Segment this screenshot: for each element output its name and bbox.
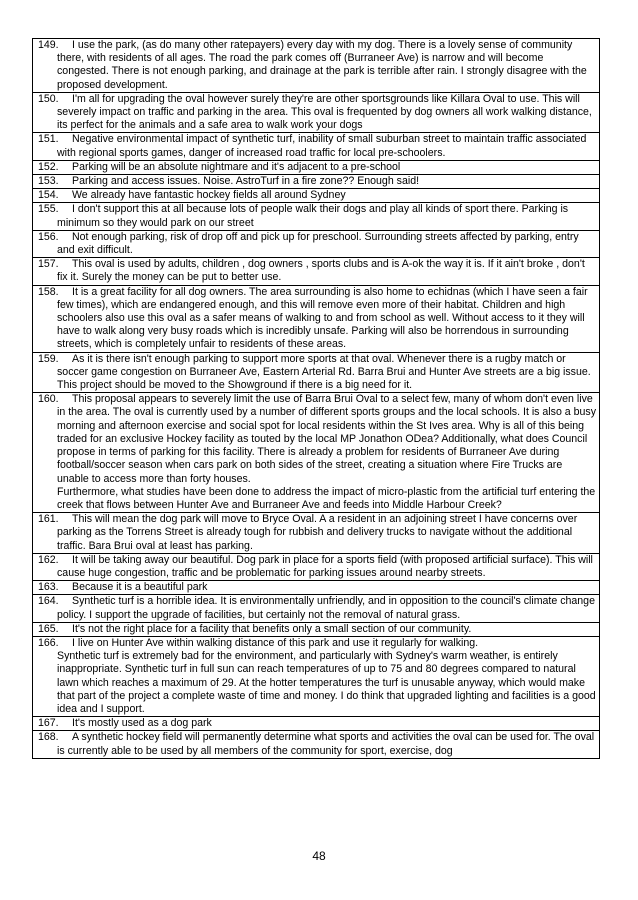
comment-entry xyxy=(38,393,596,485)
comment-cell xyxy=(33,285,600,352)
comment-entry xyxy=(38,513,596,553)
comment-cell xyxy=(33,160,600,174)
comment-row xyxy=(33,513,600,554)
comment-text: Not enough parking, risk of drop off and pick up for preschool. Surrounding streets affected by parking, entry and exit difficult. xyxy=(57,230,579,257)
comment-cell xyxy=(33,553,600,580)
comment-cell xyxy=(33,513,600,554)
page-number: 48 xyxy=(312,849,326,863)
comment-entry xyxy=(38,731,596,757)
comment-cell xyxy=(33,595,600,622)
comment-text: It's mostly used as a dog park xyxy=(72,717,212,730)
comment-paragraph: Furthermore, what studies have been done to address the impact of micro-plastic from the artificial turf entering the creek that flows between Hunter Ave and Burraneer Ave and feeds into Middle Harbour Creek? xyxy=(57,485,596,511)
comment-number: 154. xyxy=(38,189,59,202)
comment-text: It will be taking away our beautiful. Dog park in place for a sports field (with proposed artificial surface). This will cause huge congestion, traffic and be problematic for parking issues around nearby streets. xyxy=(57,553,593,579)
comment-entry xyxy=(38,133,596,159)
comment-number: 158. xyxy=(38,285,59,298)
comment-text: Negative environmental impact of synthetic turf, inability of small suburban street to maintain traffic associated with regional sports games, danger of increased road traffic for local pre-schoolers. xyxy=(57,133,587,159)
comment-row xyxy=(33,92,600,133)
comment-row xyxy=(33,581,600,595)
comment-row xyxy=(33,553,600,580)
comment-number: 152. xyxy=(38,160,59,173)
comment-text: It is a great facility for all dog owners. The area surrounding is also home to echidnas (which I have seen a fair few times), which are endangered enough, and this will remove even more of their habitat. Children and high schoolers also use this oval as a safer means of walking to and from school as well. Without access to it they will have to walk along very busy roads which is incredibly unsafe. Parking will also be horrendous in surrounding streets, which is completely unfair to residents of these areas. xyxy=(57,285,588,351)
comment-text: We already have fantastic hockey fields all around Sydney xyxy=(72,189,346,202)
comment-number: 149. xyxy=(38,39,59,51)
comment-text: This proposal appears to severely limit the use of Barra Brui Oval to a select few, many of whom don't even live in the area. The oval is currently used by a number of different sports groups and the local schools. It is also a busy morning and afternoon exercise and social spot for local residents within the St Ives area. Why is all of this being traded for an exclusive Hockey facility as touted by the local MP Jonathon ODea? Additionally, what does Council propose in terms of parking for this facility. There is already a problem for residents of Burraneer Ave during football/soccer season when cars park on both sides of the street, creating a situation where Fire Trucks are unable to access more than forty houses. xyxy=(57,393,597,485)
comment-number: 165. xyxy=(38,622,59,635)
comment-number: 156. xyxy=(38,230,59,243)
comment-cell xyxy=(33,175,600,189)
comment-cell xyxy=(33,258,600,285)
comment-text: I don't support this at all because lots of people walk their dogs and play all kinds of sport there. Parking is minimum so they would park on our street xyxy=(57,203,569,229)
comment-row xyxy=(33,717,600,731)
comment-number: 162. xyxy=(38,553,59,566)
comment-cell xyxy=(33,39,600,93)
comment-number: 163. xyxy=(38,581,59,594)
comment-number: 167. xyxy=(38,717,59,730)
comment-entry xyxy=(38,203,596,229)
comment-row xyxy=(33,731,600,758)
comment-text: Parking will be an absolute nightmare and it's adjacent to a pre-school xyxy=(72,160,401,173)
comment-cell xyxy=(33,581,600,595)
comment-entry xyxy=(38,175,596,188)
comment-number: 155. xyxy=(38,203,59,216)
comment-number: 168. xyxy=(38,731,59,744)
comment-entry xyxy=(38,39,596,92)
comment-cell xyxy=(33,393,600,513)
comment-text: Synthetic turf is a horrible idea. It is environmentally unfriendly, and in opposition to the council's climate change policy. I support the upgrade of facilities, but certainly not the removal of natural grass. xyxy=(57,595,595,621)
comment-entry xyxy=(38,161,596,174)
comment-entry xyxy=(38,637,596,650)
comment-entry xyxy=(38,353,596,393)
comment-row xyxy=(33,622,600,636)
comment-text: I live on Hunter Ave within walking distance of this park and use it regularly for walking. xyxy=(72,636,479,649)
comment-number: 159. xyxy=(38,352,59,365)
comment-number: 166. xyxy=(38,636,59,649)
comment-text: I use the park, (as do many other ratepayers) every day with my dog. There is a lovely sense of community there, with residents of all ages. The road the park comes off (Burraneer Ave) is narrow and will become congested. There is not enough parking, and drainage at the park is terrible after rain. I strongly disagree with the proposed development. xyxy=(57,39,587,91)
comment-cell xyxy=(33,731,600,758)
comment-cell xyxy=(33,717,600,731)
comment-cell xyxy=(33,622,600,636)
comment-text: Because it is a beautiful park xyxy=(72,581,208,594)
comment-number: 150. xyxy=(38,92,59,105)
comments-table-body xyxy=(33,39,600,759)
comments-table xyxy=(32,38,600,759)
comment-entry xyxy=(38,623,596,636)
comment-cell xyxy=(33,92,600,133)
comment-row xyxy=(33,175,600,189)
comment-cell xyxy=(33,189,600,203)
comment-entry xyxy=(38,581,596,594)
comment-row xyxy=(33,258,600,285)
comment-entry xyxy=(38,258,596,284)
comment-text: This oval is used by adults, children , dog owners , sports clubs and is A-ok the way it is. If it ain't broke , don't fix it. Surely the money can be put to better use. xyxy=(57,258,585,284)
comment-cell xyxy=(33,203,600,230)
comment-entry xyxy=(38,231,596,257)
comment-cell xyxy=(33,230,600,257)
comment-row xyxy=(33,636,600,716)
comment-row xyxy=(33,39,600,93)
comment-number: 164. xyxy=(38,595,59,608)
comment-text: It's not the right place for a facility that benefits only a small section of our community. xyxy=(72,622,472,635)
comment-row xyxy=(33,203,600,230)
comment-row xyxy=(33,352,600,393)
comment-cell xyxy=(33,352,600,393)
comment-entry xyxy=(38,595,596,621)
comment-entry xyxy=(38,93,596,133)
comment-row xyxy=(33,393,600,513)
comment-row xyxy=(33,189,600,203)
comment-paragraph: Synthetic turf is extremely bad for the environment, and particularly with Sydney's warm weather, is entirely inappropriate. Synthetic turf in full sun can reach temperatures of up to 75 and 80 degrees compared to natural lawn which reaches a maximum of 29. At the hotter temperatures the turf is unusable anyway, which would make that part of the project a complete waste of time and money. I do think that upgraded lighting and facilities is a good idea and I support. xyxy=(57,650,596,715)
comment-number: 157. xyxy=(38,258,59,271)
comment-cell xyxy=(33,133,600,160)
comment-text: I'm all for upgrading the oval however surely they're are other sportsgrounds like Killara Oval to use. This will severely impact on traffic and parking in the area. This oval is frequented by dog owners all work walking distance, its perfect for the animals and a safe area to walk work your dogs xyxy=(57,92,592,132)
comment-number: 153. xyxy=(38,175,59,188)
comment-entry xyxy=(38,286,596,352)
comment-entry xyxy=(38,717,596,730)
comment-number: 151. xyxy=(38,133,59,146)
comment-row xyxy=(33,595,600,622)
comment-entry xyxy=(38,554,596,580)
comment-text: As it is there isn't enough parking to support more sports at that oval. Whenever there is a rugby match or soccer game congestion on Burraneer Ave, Eastern Arterial Rd. Barra Brui and Hunter Ave streets are a big issue. This project should be moved to the Showground if there is a big need for it. xyxy=(57,352,591,392)
comment-row xyxy=(33,133,600,160)
comment-cell xyxy=(33,636,600,716)
comment-number: 161. xyxy=(38,513,59,526)
comment-row xyxy=(33,285,600,352)
comment-row xyxy=(33,160,600,174)
comment-text: This will mean the dog park will move to Bryce Oval. A a resident in an adjoining street I have concerns over parking as the Torrens Street is already tough for rubbish and delivery trucks to navigate without the additional traffic. Bara Brui oval at least has parking. xyxy=(57,513,578,552)
comment-number: 160. xyxy=(38,393,59,406)
comment-row xyxy=(33,230,600,257)
comment-text: Parking and access issues. Noise. AstroTurf in a fire zone?? Enough said! xyxy=(72,175,420,188)
comment-text: A synthetic hockey field will permanently determine what sports and activities the oval can be used for. The oval is currently able to be used by all members of the community for sport, exercise, dog xyxy=(57,731,595,757)
comment-entry xyxy=(38,189,596,202)
